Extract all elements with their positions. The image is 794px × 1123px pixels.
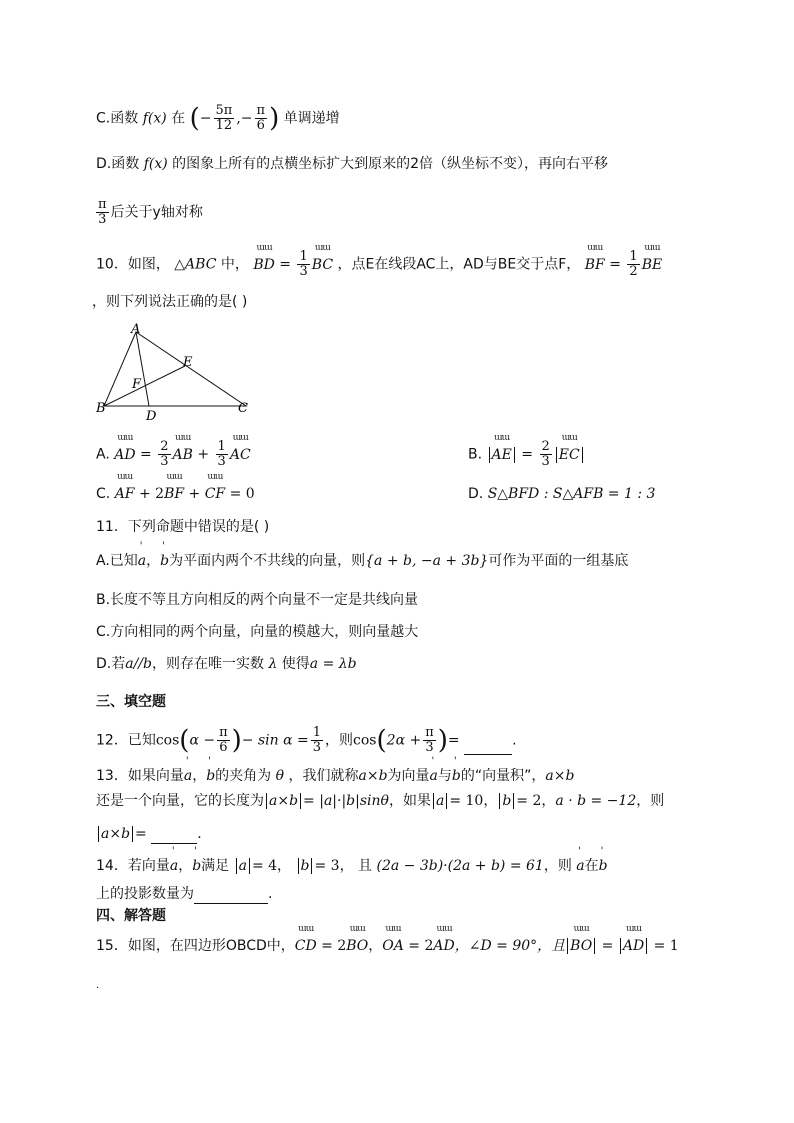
vector: ' b xyxy=(192,856,201,876)
numerator: π xyxy=(98,197,107,212)
label-a: A xyxy=(131,322,141,337)
text: 在 xyxy=(171,110,186,127)
text: ，则 xyxy=(543,858,572,874)
right-paren: ) xyxy=(437,725,448,756)
text: ，则 xyxy=(636,793,665,809)
left-paren: ( xyxy=(376,725,387,756)
text: ， xyxy=(368,938,383,954)
denominator: 3 xyxy=(541,454,550,469)
math: = xyxy=(135,446,157,463)
denominator: 12 xyxy=(215,118,233,133)
text: ， xyxy=(178,858,193,874)
text: 14．若向量 xyxy=(96,858,170,874)
math: = xyxy=(274,256,296,273)
q10-option-a xyxy=(96,439,580,469)
fraction xyxy=(540,440,552,469)
math: 2α + xyxy=(386,732,422,749)
denominator: 2 xyxy=(629,264,638,279)
vector: ɯɯ CD xyxy=(295,936,317,956)
math: b xyxy=(499,793,514,809)
math: θ xyxy=(275,768,285,784)
text: 的夹角为 xyxy=(215,768,272,784)
q15 xyxy=(96,936,679,956)
text: A.已知 xyxy=(96,553,138,569)
segment-ad xyxy=(136,332,149,406)
math: = |a|·|b|sinθ xyxy=(303,793,389,809)
text: 且 xyxy=(358,858,373,874)
label-e: E xyxy=(183,355,193,370)
math: b xyxy=(298,858,313,874)
math: = xyxy=(597,938,618,954)
math: = 2 xyxy=(403,938,434,954)
fraction xyxy=(311,726,323,755)
numerator: 1 xyxy=(312,725,322,740)
math: = 2， xyxy=(516,793,556,809)
math: + xyxy=(192,446,214,463)
math: = 10， xyxy=(449,793,498,809)
fraction xyxy=(158,440,170,469)
math: cos xyxy=(155,732,180,749)
answer-blank[interactable] xyxy=(464,740,512,755)
math: a = λb xyxy=(309,656,357,672)
right-paren: ) xyxy=(269,103,280,134)
q10-stem-cont xyxy=(92,292,247,312)
text: 12．已知 xyxy=(96,732,156,749)
vector: ' a xyxy=(184,766,192,786)
denominator: 3 xyxy=(299,264,308,279)
text: D.函数 xyxy=(96,156,140,172)
vector: ' b xyxy=(160,551,169,571)
fraction xyxy=(255,104,268,133)
math: ，∠D = 90°，且 xyxy=(454,938,566,954)
vector: ' b xyxy=(206,766,215,786)
vector: ɯɯ BF xyxy=(585,255,605,275)
math: (2a − 3b)·(2a + b) = 61 xyxy=(376,858,544,874)
numerator: π xyxy=(219,725,228,740)
text: . xyxy=(197,826,202,842)
math: = 2 xyxy=(316,938,347,954)
math: {a + b, −a + 3b} xyxy=(365,553,489,569)
math: = xyxy=(135,826,147,842)
label-b: B xyxy=(96,401,106,416)
denominator: 6 xyxy=(256,118,265,133)
vector: ' a xyxy=(430,766,438,786)
text: ， xyxy=(192,768,207,784)
denominator: 3 xyxy=(98,212,107,227)
text: 中， xyxy=(220,256,249,273)
text: ，点E在线段AC上，AD与BE交于点F， xyxy=(337,256,581,273)
q10-option-d xyxy=(468,484,655,504)
math: = xyxy=(447,732,460,749)
math: − xyxy=(199,110,212,127)
option-label: B. xyxy=(468,446,487,463)
vector: ɯɯ BC xyxy=(312,255,333,275)
fraction xyxy=(423,726,436,755)
text: 为平面内两个不共线的向量，则 xyxy=(169,553,366,569)
abs xyxy=(620,938,647,954)
fraction xyxy=(217,726,230,755)
text: 为向量 xyxy=(387,768,430,784)
q14-line2 xyxy=(96,884,272,904)
q11-stem: 11．下列命题中错误的是( ) xyxy=(96,519,270,535)
text: 15．如图，在四边形OBCD中， xyxy=(96,938,295,954)
math: − sin α = xyxy=(241,732,309,749)
text: . xyxy=(512,732,517,749)
q9-option-d-cont xyxy=(96,198,203,227)
text: 与 xyxy=(437,768,452,784)
math: f(x) xyxy=(142,110,167,127)
answer-blank[interactable] xyxy=(194,889,268,904)
text: ，如果 xyxy=(388,793,431,809)
math: △ABC xyxy=(174,256,217,273)
option-label: C. xyxy=(96,486,115,502)
denominator: 3 xyxy=(312,740,322,755)
q11-option-b: B.长度不等且方向相反的两个向量不一定是共线向量 xyxy=(96,592,419,608)
vector: ' b xyxy=(452,766,461,786)
text: 后关于y轴对称 xyxy=(110,204,203,221)
numerator: 1 xyxy=(629,249,638,264)
text: C.函数 xyxy=(96,110,139,127)
text: ， xyxy=(146,553,161,569)
q11-option-c: C.方向相同的两个向量，向量的模越大，则向量越大 xyxy=(96,624,419,640)
triangle-figure xyxy=(92,322,262,424)
vector: ' b xyxy=(599,856,608,876)
fraction xyxy=(216,440,228,469)
text: 的图象上所有的点横坐标扩大到原来的2倍（纵坐标不变），再向右平移 xyxy=(172,156,609,172)
numerator: 1 xyxy=(299,249,308,264)
text: ，则 xyxy=(325,732,354,749)
q10-option-c xyxy=(96,484,656,504)
math: a · b = −12 xyxy=(555,793,637,809)
math: = 1 xyxy=(649,938,679,954)
numerator: π xyxy=(256,103,266,118)
math: = 4， xyxy=(251,858,292,874)
vector: ɯɯ BD xyxy=(253,255,275,275)
numerator: 5π xyxy=(215,103,233,118)
math: f(x) xyxy=(143,156,168,172)
numerator: 2 xyxy=(541,439,550,454)
text: . xyxy=(268,886,273,902)
math: + 2 xyxy=(134,486,165,502)
text: ，则下列说法正确的是( ) xyxy=(92,294,248,310)
fraction xyxy=(627,250,639,279)
math: a×b xyxy=(98,826,133,842)
left-paren: ( xyxy=(179,725,190,756)
vector: ɯɯ AB xyxy=(173,445,193,465)
vector: ɯɯ BE xyxy=(642,255,663,275)
vector: ɯɯ BF xyxy=(164,484,184,504)
denominator: 6 xyxy=(219,740,228,755)
q11-option-d xyxy=(96,654,357,674)
text: 使得 xyxy=(281,656,310,672)
q9-option-c xyxy=(96,104,340,133)
vector: ' a xyxy=(138,551,146,571)
text: 可作为平面的一组基底 xyxy=(488,553,629,569)
right-paren: ) xyxy=(231,725,242,756)
vector: ɯɯ AD xyxy=(433,936,454,956)
math: a//b xyxy=(125,656,152,672)
segment-be xyxy=(104,366,185,406)
vector: ɯɯ OA xyxy=(382,936,404,956)
text: ，则存在唯一实数 xyxy=(151,656,264,672)
denominator: 3 xyxy=(160,454,169,469)
math: α − xyxy=(189,732,216,749)
denominator: 3 xyxy=(425,740,434,755)
vector: ɯɯ AF xyxy=(115,484,135,504)
numerator: 1 xyxy=(217,439,226,454)
math: = xyxy=(516,446,538,463)
abs xyxy=(556,447,583,463)
vector: ɯɯ AC xyxy=(230,445,251,465)
abs xyxy=(489,447,515,463)
math: λ xyxy=(268,656,278,672)
math: a×b xyxy=(358,768,388,784)
fraction xyxy=(297,250,309,279)
q13-line1 xyxy=(96,766,574,786)
math: ,− xyxy=(236,110,253,127)
triangle-abc xyxy=(104,332,246,406)
math: a×b xyxy=(266,793,301,809)
math: a xyxy=(433,793,447,809)
q9-option-d xyxy=(96,154,608,174)
math: a×b xyxy=(545,768,575,784)
answer-blank[interactable] xyxy=(151,829,197,844)
abs xyxy=(567,938,595,954)
text: 满足 xyxy=(201,858,230,874)
text: 的“向量积”， xyxy=(460,768,546,784)
text: 单调递增 xyxy=(283,110,340,127)
vector: ɯɯ AD xyxy=(114,445,135,465)
math: = 0 xyxy=(225,486,255,502)
q11-option-a xyxy=(96,551,628,571)
option-label: D. xyxy=(468,486,488,502)
math: cos xyxy=(353,732,377,749)
q13-line2 xyxy=(96,791,664,811)
section-heading-fill-in: 三、填空题 xyxy=(96,694,166,710)
math: = xyxy=(604,256,626,273)
vector: ɯɯ BO xyxy=(346,936,368,956)
left-paren: ( xyxy=(189,103,200,134)
option-label: A. xyxy=(96,446,115,463)
vector: ɯɯ AD xyxy=(623,936,644,956)
q12 xyxy=(96,726,517,755)
label-f: F xyxy=(132,377,142,392)
label-d: D xyxy=(146,409,157,424)
text: D.若 xyxy=(96,656,126,672)
text: ，我们就称 xyxy=(288,768,359,784)
q15-trailing-dot: . xyxy=(96,980,100,991)
math: a xyxy=(236,858,250,874)
vector: ɯɯ AE xyxy=(492,445,512,465)
math: S△BFD : S△AFB = 1 : 3 xyxy=(487,486,656,502)
vector: ɯɯ EC xyxy=(559,445,580,465)
vector: ' a xyxy=(576,856,584,876)
q14-line1 xyxy=(96,856,608,876)
q13-line3 xyxy=(96,824,202,844)
vector: ɯɯ CF xyxy=(205,484,225,504)
vector: ' a xyxy=(170,856,178,876)
text: 还是一个向量，它的长度为 xyxy=(96,793,264,809)
fraction xyxy=(96,198,109,227)
denominator: 3 xyxy=(217,454,226,469)
q10-option-b xyxy=(468,440,585,469)
vector: ɯɯ BO xyxy=(570,936,592,956)
section-heading-solve: 四、解答题 xyxy=(96,908,166,924)
label-c: C xyxy=(238,401,248,416)
text: 上的投影数量为 xyxy=(96,886,194,902)
text: 13．如果向量 xyxy=(96,768,184,784)
numerator: 2 xyxy=(160,439,169,454)
text: 10．如图， xyxy=(96,256,170,273)
math: + xyxy=(184,486,205,502)
numerator: π xyxy=(425,725,434,740)
fraction xyxy=(214,104,235,133)
math: = 3， xyxy=(314,858,354,874)
q10-stem xyxy=(96,250,662,279)
text: 在 xyxy=(584,858,599,874)
